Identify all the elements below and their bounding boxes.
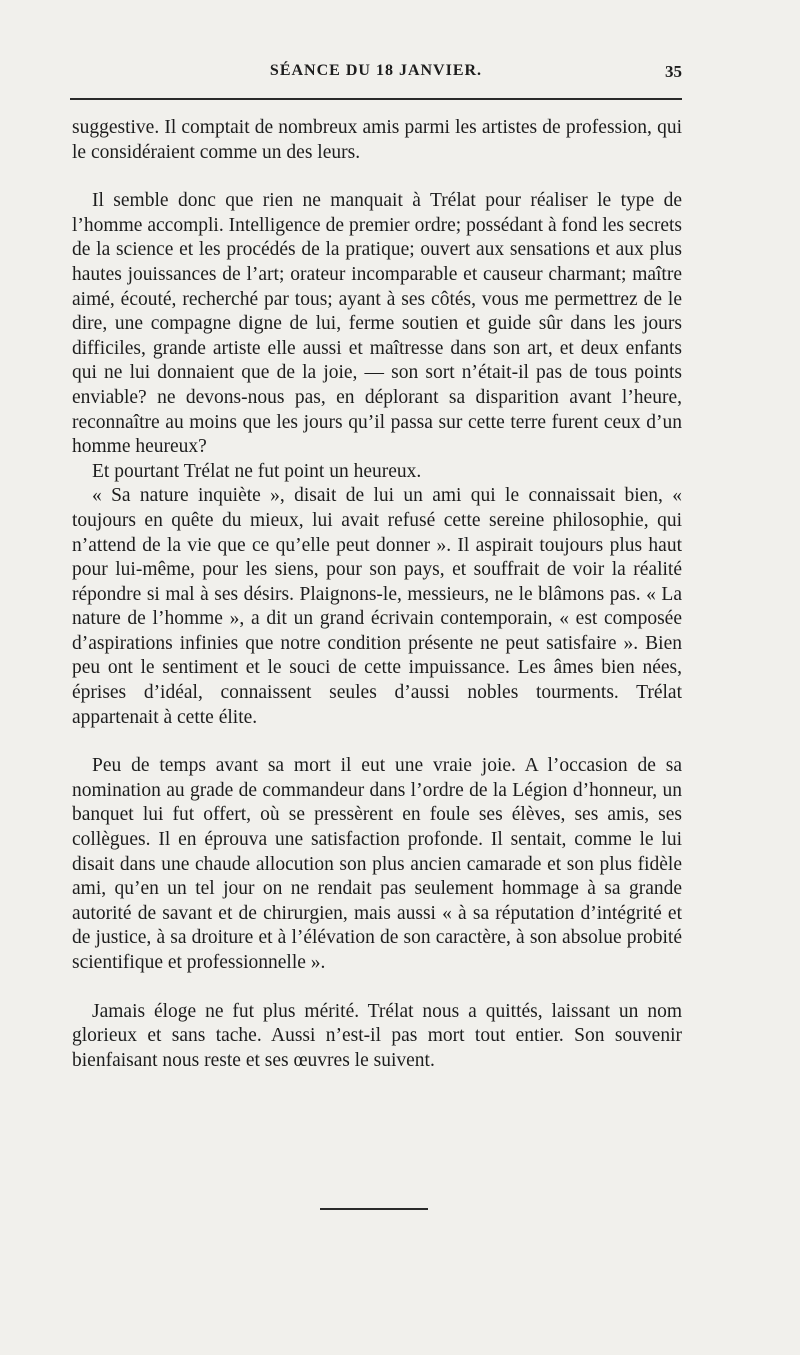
paragraph-1: suggestive. Il comptait de nombreux amis parmi les artistes de profession, qui le considéraient comme un des leurs.: [72, 117, 682, 163]
end-rule: [320, 1208, 428, 1210]
paragraph-6: Jamais éloge ne fut plus mérité. Trélat nous a quittés, laissant un nom glorieux et sans tache. Aussi n’est-il pas mort tout entier. Son souvenir bienfaisant nous reste et ses œuvres le suivent.: [72, 1000, 682, 1071]
page-number: 35: [665, 62, 682, 81]
paragraph-5: Peu de temps avant sa mort il eut une vraie joie. A l’occasion de sa nomination au grade de commandeur dans l’ordre de la Légion d’honneur, un banquet lui fut offert, où se pressèrent en foule ses élèves, ses amis, ses collègues. Il en éprouva une satisfaction profonde. Il sentait, comme le lui disait dans une chaude allocution son plus ancien camarade et son plus fidèle ami, qu’en un tel jour on ne rendait pas seulement hommage à sa grande autorité de savant et de chirurgien, mais aussi « à sa réputation d’intégrité et de justice, à sa droiture et à l’élévation de son caractère, à son absolue probité scientifique et professionnelle ».: [72, 755, 682, 973]
body-text: [72, 116, 682, 1073]
paragraph-4: « Sa nature inquiète », disait de lui un ami qui le connaissait bien, « toujours en quête du mieux, lui avait refusé cette sereine philosophie, qui n’attend de la vie que ce qu’elle peut donner ». Il aspirait toujours plus haut pour lui-même, pour les siens, pour son pays, et souffrait de voir la réalité répondre si mal à ses désirs. Plaignons-le, messieurs, ne le blâmons pas. « La nature de l’homme », a dit un grand écrivain contemporain, « est composée d’aspirations infinies que notre condition présente ne peut satisfaire ». Bien peu ont le sentiment et le souci de cette impuissance. Les âmes bien nées, éprises d’idéal, connaissent seules d’aussi nobles tourments. Trélat appartenait à cette élite.: [72, 485, 682, 728]
paragraph-3: Et pourtant Trélat ne fut point un heureux.: [92, 460, 422, 482]
paragraph-2: Il semble donc que rien ne manquait à Trélat pour réaliser le type de l’homme accompli. Intelligence de premier ordre; possédant à fond les secrets de la science et les procédés de la pratique; ouvert aux sensations et aux plus hautes jouissances de l’art; orateur incomparable et causeur charmant; maître aimé, écouté, recherché par tous; ayant à ses côtés, vous me permettrez de le dire, une compagne digne de lui, ferme soutien et guide sûr dans les jours difficiles, grande artiste elle aussi et maîtresse dans son art, et deux enfants qui ne lui donnaient que de la joie, — son sort n’était-il pas de tous points enviable? ne devons-nous pas, en déplorant sa disparition avant l’heure, reconnaître au moins que les jours qu’il passa sur cette terre furent ceux d’un homme heureux?: [72, 190, 682, 458]
running-header: [70, 62, 682, 86]
header-rule: [70, 98, 682, 100]
running-title: SÉANCE DU 18 JANVIER.: [269, 62, 483, 79]
